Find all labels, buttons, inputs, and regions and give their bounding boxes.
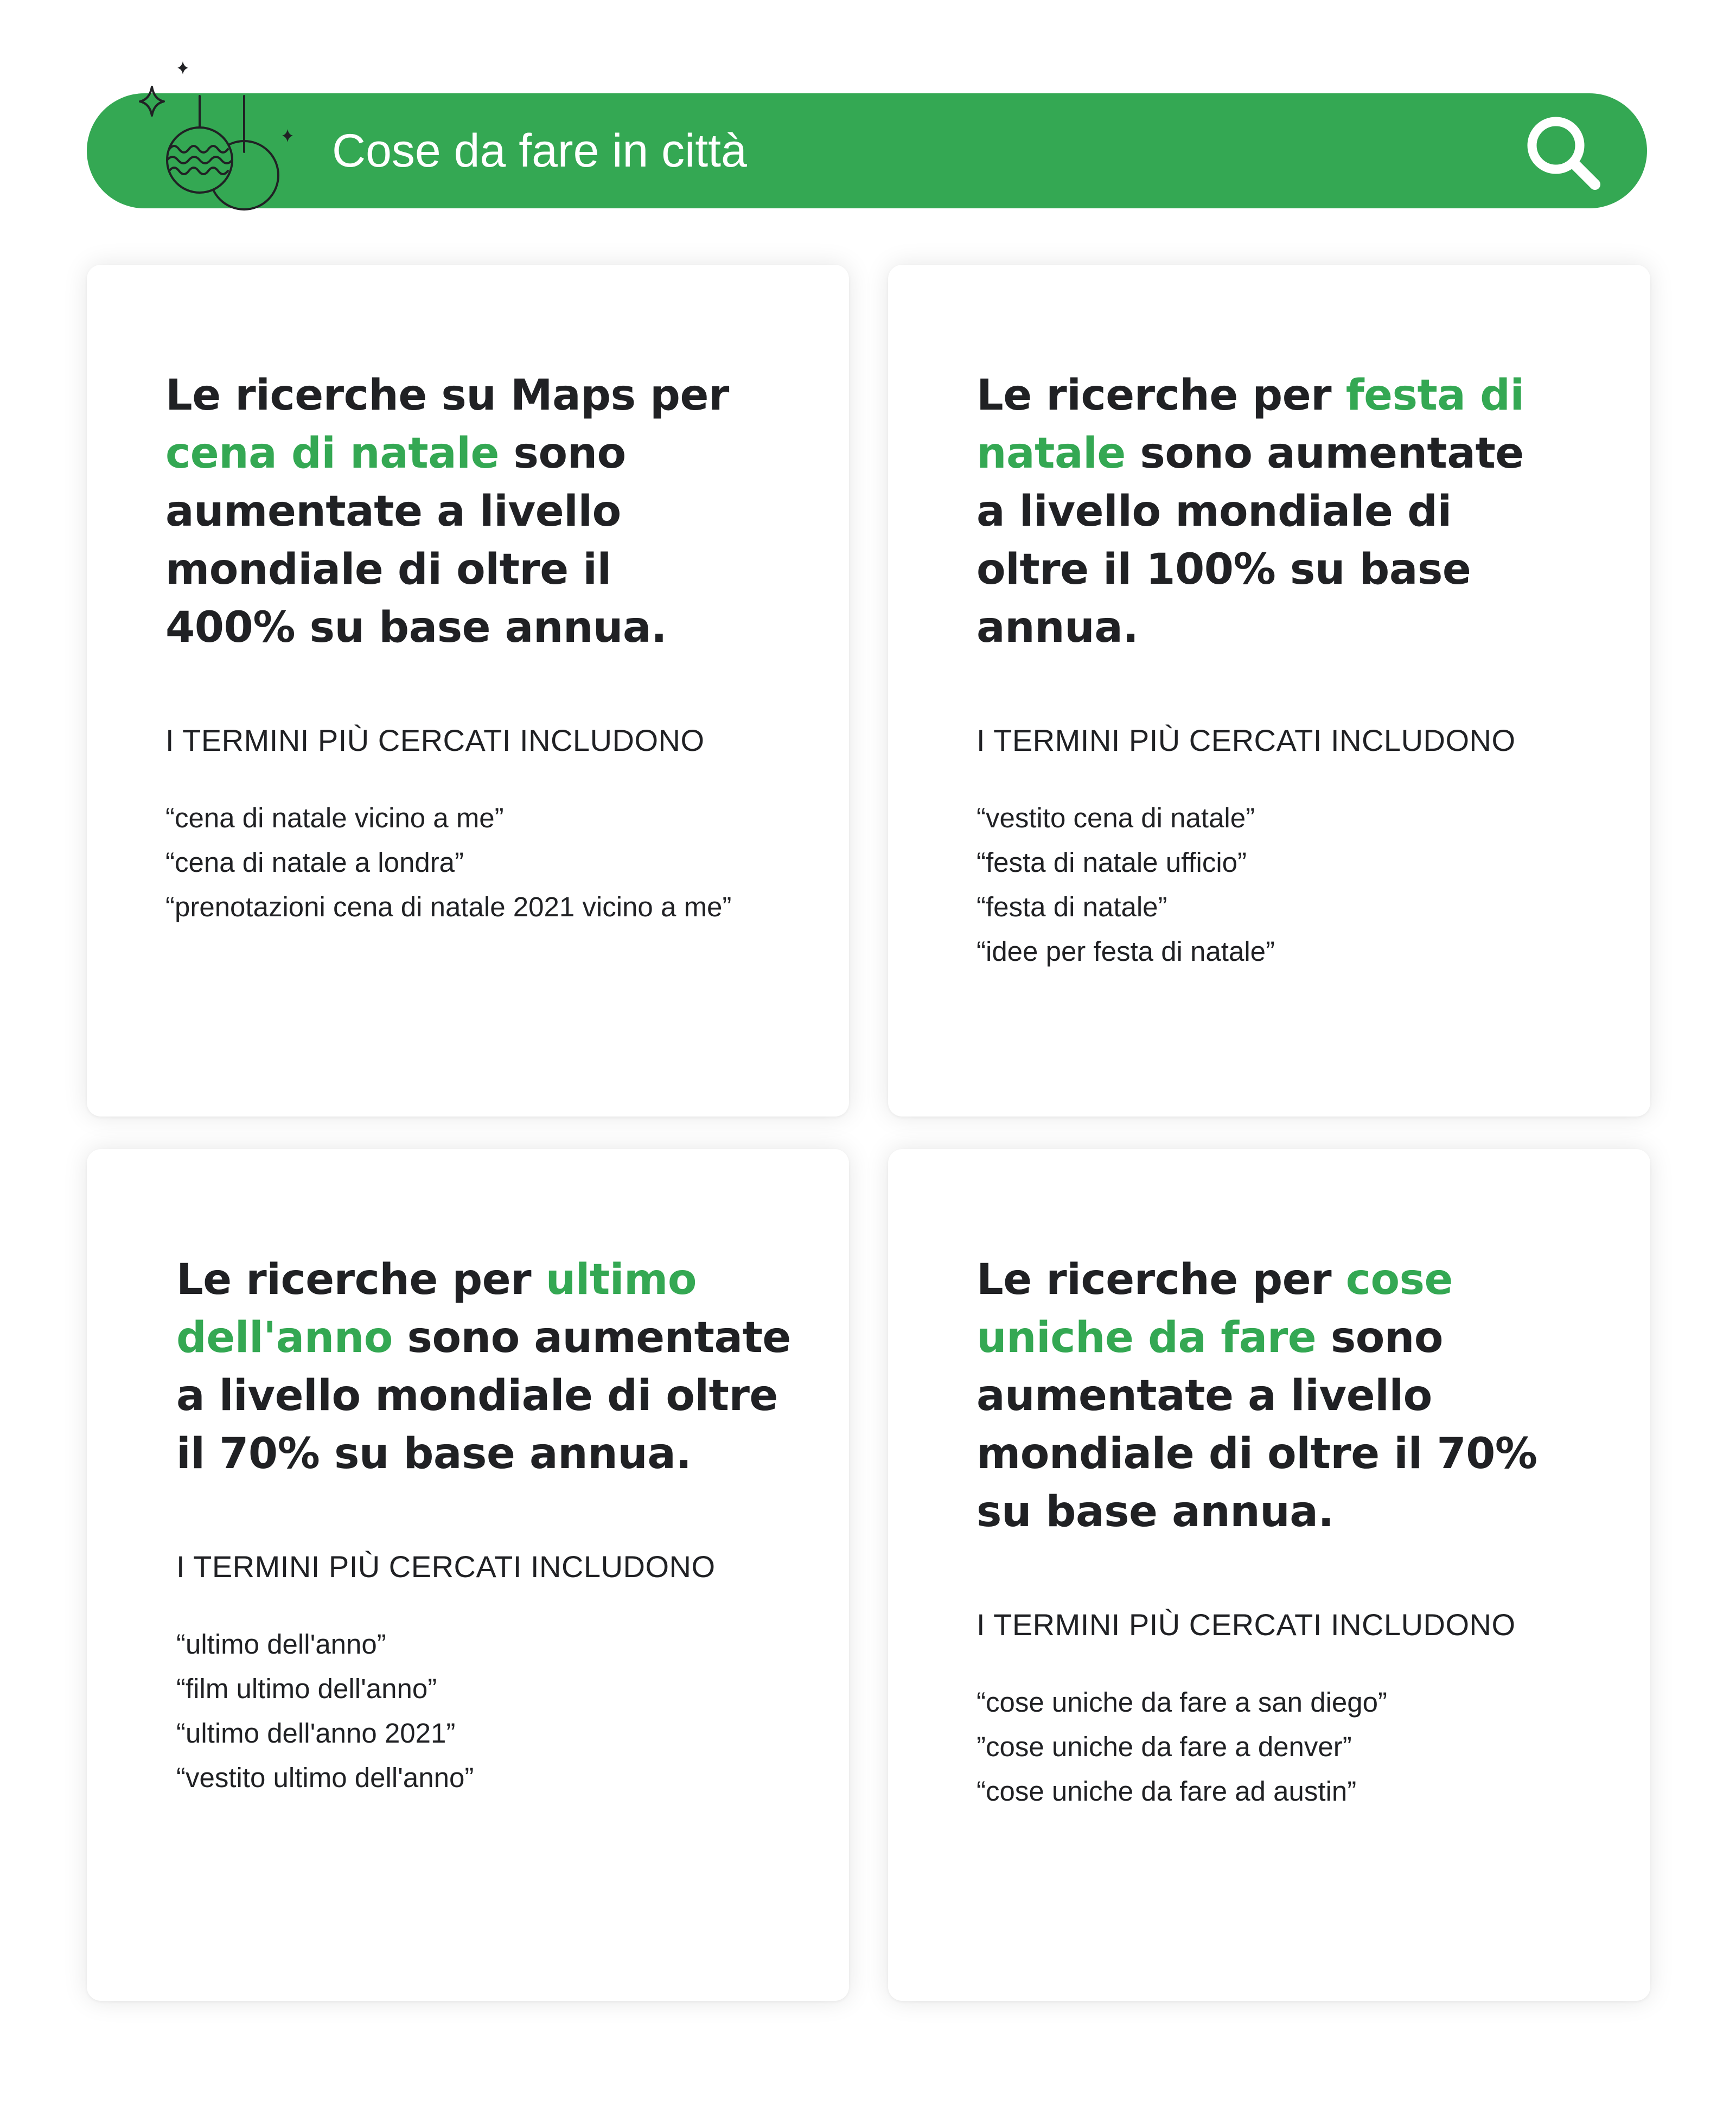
trend-card <box>87 265 849 1117</box>
term-item: “vestito ultimo dell'anno” <box>176 1762 474 1793</box>
headline-text: sono aumentate a livello mondiale di oltre il 100% su base annua. <box>976 429 1524 652</box>
headline-text: Le ricerche per <box>976 1255 1346 1304</box>
term-item: “cose uniche da fare a san diego” <box>976 1687 1387 1718</box>
section-label: I TERMINI PIÙ CERCATI INCLUDONO <box>165 723 705 757</box>
card-headline <box>165 367 751 657</box>
search-icon[interactable] <box>1519 109 1606 195</box>
headline-highlight: cose uniche da fare <box>976 1255 1453 1362</box>
term-item: “prenotazioni cena di natale 2021 vicino a me” <box>165 891 732 922</box>
section-label: I TERMINI PIÙ CERCATI INCLUDONO <box>176 1549 716 1584</box>
card-headline <box>976 367 1562 657</box>
headline-text: sono aumentate a livello mondiale di oltre il 400% su base annua. <box>165 429 667 652</box>
term-item: “ultimo dell'anno” <box>176 1629 386 1660</box>
trend-card <box>87 1149 849 2001</box>
term-item: “cena di natale a londra” <box>165 847 464 878</box>
trend-card <box>888 1149 1650 2001</box>
term-item: “film ultimo dell'anno” <box>176 1673 437 1704</box>
headline-highlight: ultimo dell'anno <box>176 1255 697 1362</box>
search-query-text[interactable]: Cose da fare in città <box>332 125 747 177</box>
search-bar[interactable] <box>87 93 1647 208</box>
section-label: I TERMINI PIÙ CERCATI INCLUDONO <box>976 723 1516 757</box>
term-item: “cose uniche da fare ad austin” <box>976 1776 1357 1807</box>
terms-list <box>165 796 849 929</box>
term-item: “festa di natale ufficio” <box>976 847 1247 878</box>
term-item: “ultimo dell'anno 2021” <box>176 1718 456 1749</box>
terms-list <box>976 1680 1650 1814</box>
headline-highlight: cena di natale <box>165 429 499 478</box>
headline-text: Le ricerche per <box>176 1255 546 1304</box>
card-headline <box>176 1251 795 1483</box>
terms-list <box>976 796 1650 974</box>
term-item: “idee per festa di natale” <box>976 936 1275 967</box>
headline-text: Le ricerche su Maps per <box>165 371 729 420</box>
term-item: “festa di natale” <box>976 891 1167 922</box>
card-headline <box>976 1251 1606 1541</box>
trend-card <box>888 265 1650 1117</box>
headline-text: Le ricerche per <box>976 371 1346 420</box>
headline-highlight: festa di natale <box>976 371 1524 478</box>
headline-text: sono aumentate a livello mondiale di oltre il 70% su base annua. <box>976 1313 1537 1536</box>
terms-list <box>176 1622 849 1800</box>
christmas-ornament-icon <box>130 57 304 220</box>
section-label: I TERMINI PIÙ CERCATI INCLUDONO <box>976 1608 1516 1642</box>
headline-text: sono aumentate a livello mondiale di oltre il 70% su base annua. <box>176 1313 791 1478</box>
term-item: ”cose uniche da fare a denver” <box>976 1731 1352 1762</box>
term-item: “vestito cena di natale” <box>976 802 1255 833</box>
term-item: “cena di natale vicino a me” <box>165 802 504 833</box>
